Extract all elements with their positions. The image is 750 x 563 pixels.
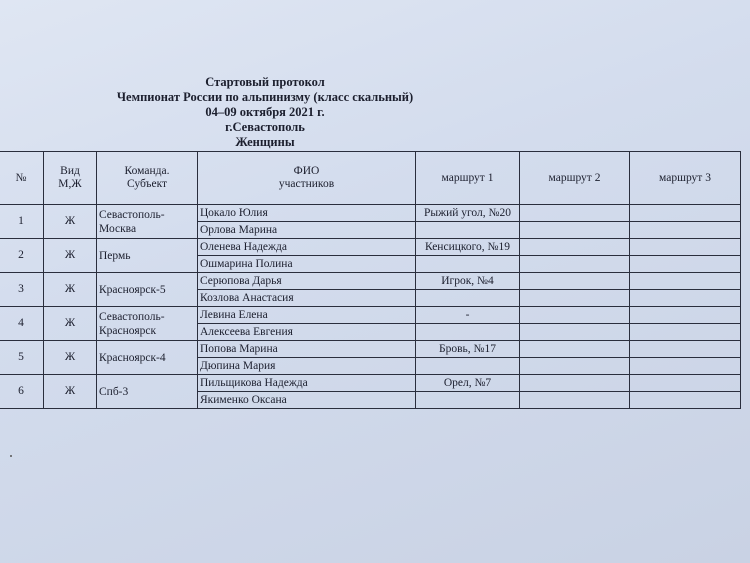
route2-cell xyxy=(520,324,630,341)
route2-cell xyxy=(520,358,630,375)
col-header-name-line1: ФИО xyxy=(293,165,320,177)
col-header-num: № xyxy=(0,152,44,205)
table-row xyxy=(0,375,741,392)
route3-cell xyxy=(630,324,741,341)
route3-cell xyxy=(630,256,741,273)
col-header-team xyxy=(97,152,198,205)
participant-name: Пильщикова Надежда xyxy=(198,375,416,392)
event-dates: 04–09 октября 2021 г. xyxy=(205,105,325,119)
participant-name: Козлова Анастасия xyxy=(198,290,416,307)
route3-cell xyxy=(630,205,741,222)
route2-cell xyxy=(520,239,630,256)
participant-name: Алексеева Евгения xyxy=(198,324,416,341)
route3-cell xyxy=(630,222,741,239)
route1-cell: Бровь, №17 xyxy=(416,341,520,358)
row-sex: Ж xyxy=(44,205,97,239)
col-header-route1: маршрут 1 xyxy=(416,152,520,205)
participant-name: Оленева Надежда xyxy=(198,239,416,256)
participant-name: Дюпина Мария xyxy=(198,358,416,375)
route1-cell: Кенсицкого, №19 xyxy=(416,239,520,256)
route2-cell xyxy=(520,307,630,324)
row-num: 5 xyxy=(0,341,44,375)
table-row xyxy=(0,307,741,324)
row-sex: Ж xyxy=(44,239,97,273)
route3-cell xyxy=(630,239,741,256)
row-sex: Ж xyxy=(44,307,97,341)
protocol-title: Стартовый протокол xyxy=(205,75,325,89)
route1-cell xyxy=(416,324,520,341)
participant-name: Ошмарина Полина xyxy=(198,256,416,273)
route1-cell: - xyxy=(416,307,520,324)
participant-name: Серюпова Дарья xyxy=(198,273,416,290)
route3-cell xyxy=(630,290,741,307)
route1-cell xyxy=(416,256,520,273)
row-num: 4 xyxy=(0,307,44,341)
route3-cell xyxy=(630,307,741,324)
col-header-route3: маршрут 3 xyxy=(630,152,741,205)
route2-cell xyxy=(520,341,630,358)
row-team: Севастополь-Красноярск xyxy=(97,307,198,341)
route3-cell xyxy=(630,392,741,409)
row-sex: Ж xyxy=(44,273,97,307)
table-row xyxy=(0,239,741,256)
col-header-sex xyxy=(44,152,97,205)
col-header-team-line1: Команда. xyxy=(124,165,170,177)
participant-name: Цокало Юлия xyxy=(198,205,416,222)
route2-cell xyxy=(520,290,630,307)
col-header-team-line2: Субъект xyxy=(126,178,168,190)
paper-speck xyxy=(10,455,12,457)
row-team: Севастополь-Москва xyxy=(97,205,198,239)
participant-name: Орлова Марина xyxy=(198,222,416,239)
row-team: Пермь xyxy=(97,239,198,273)
route2-cell xyxy=(520,273,630,290)
route3-cell xyxy=(630,273,741,290)
row-num: 6 xyxy=(0,375,44,409)
route1-cell xyxy=(416,222,520,239)
route1-cell xyxy=(416,290,520,307)
table-row xyxy=(0,273,741,290)
route3-cell xyxy=(630,375,741,392)
route2-cell xyxy=(520,256,630,273)
route2-cell xyxy=(520,392,630,409)
col-header-route2: маршрут 2 xyxy=(520,152,630,205)
route1-cell xyxy=(416,358,520,375)
route1-cell: Орел, №7 xyxy=(416,375,520,392)
route1-cell: Рыжий угол, №20 xyxy=(416,205,520,222)
route1-cell xyxy=(416,392,520,409)
event-name: Чемпионат России по альпинизму (класс скальный) xyxy=(116,90,414,104)
route2-cell xyxy=(520,222,630,239)
row-team: Спб-3 xyxy=(97,375,198,409)
participant-name: Левина Елена xyxy=(198,307,416,324)
row-num: 3 xyxy=(0,273,44,307)
participant-name: Якименко Оксана xyxy=(198,392,416,409)
event-category: Женщины xyxy=(235,135,295,149)
route2-cell xyxy=(520,205,630,222)
row-num: 2 xyxy=(0,239,44,273)
col-header-name-line2: участников xyxy=(278,178,335,190)
table-row xyxy=(0,341,741,358)
row-sex: Ж xyxy=(44,341,97,375)
col-header-sex-line2: М,Ж xyxy=(58,178,82,190)
route3-cell xyxy=(630,341,741,358)
row-team: Красноярск-5 xyxy=(97,273,198,307)
participant-name: Попова Марина xyxy=(198,341,416,358)
row-num: 1 xyxy=(0,205,44,239)
col-header-name xyxy=(198,152,416,205)
route1-cell: Игрок, №4 xyxy=(416,273,520,290)
start-protocol-table xyxy=(0,151,741,409)
row-team: Красноярск-4 xyxy=(97,341,198,375)
table-row xyxy=(0,205,741,222)
col-header-sex-line1: Вид xyxy=(60,165,80,177)
protocol-header xyxy=(0,75,530,150)
route2-cell xyxy=(520,375,630,392)
route3-cell xyxy=(630,358,741,375)
event-city: г.Севастополь xyxy=(225,120,305,134)
table-header-row xyxy=(0,152,741,205)
row-sex: Ж xyxy=(44,375,97,409)
